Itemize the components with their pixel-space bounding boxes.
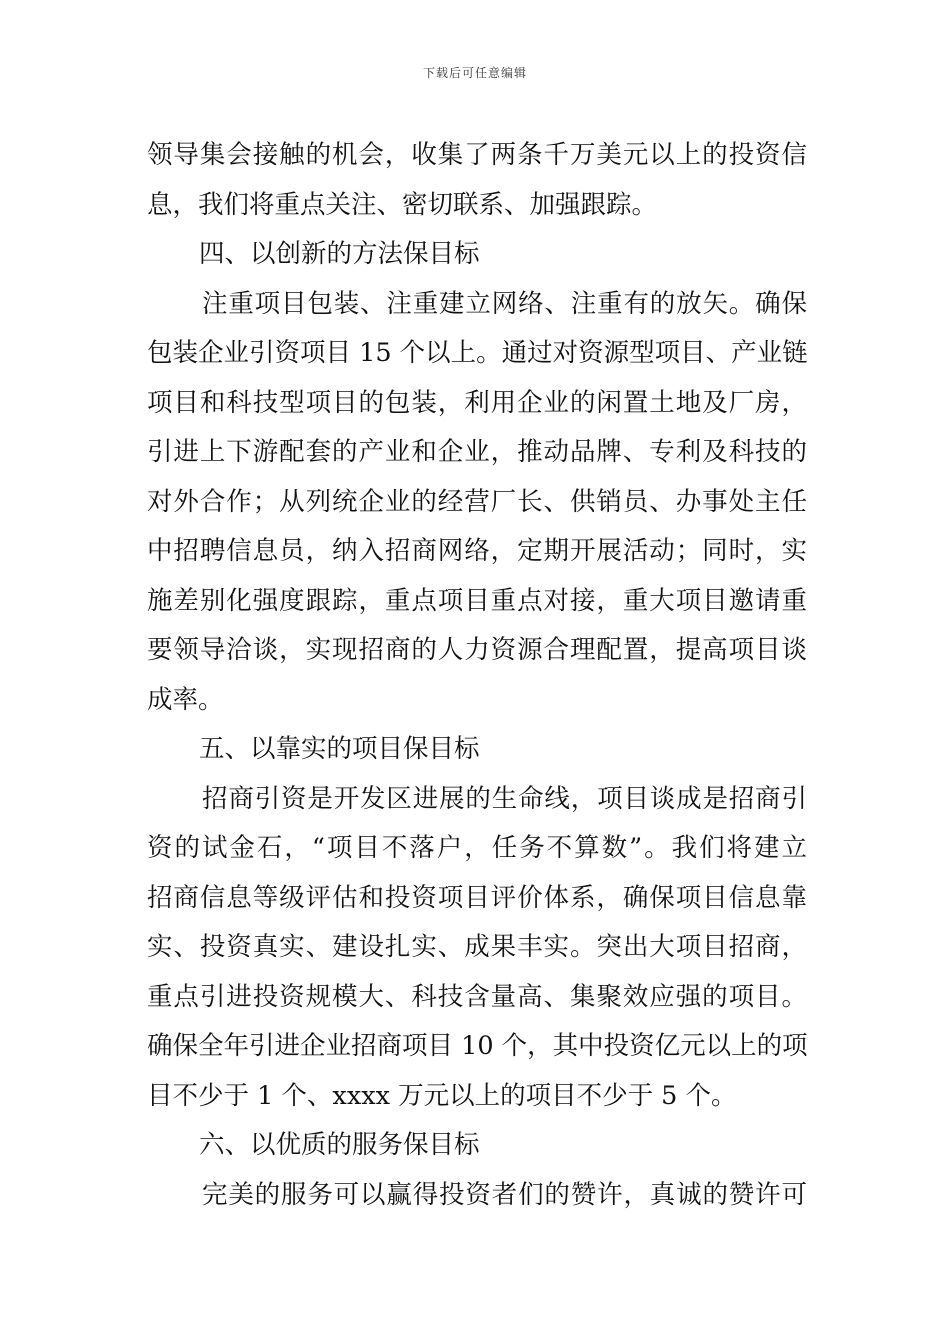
text-line: 要领导洽谈，实现招商的人力资源合理配置，提高项目谈 <box>147 635 807 665</box>
text-line: 确保全年引进企业招商项目 10 个，其中投资亿元以上的项 <box>147 1031 808 1061</box>
text-line: 完美的服务可以赢得投资者们的赞许，真诚的赞许可 <box>202 1179 807 1210</box>
text-line: 资的试金石，“项目不落户，任务不算数”。我们将建立 <box>147 833 807 863</box>
text-line: 项目和科技型项目的包装，利用企业的闲置土地及厂房， <box>147 387 807 418</box>
text-line: 招商信息等级评估和投资项目评价体系，确保项目信息靠 <box>147 882 807 913</box>
text-line: 中招聘信息员，纳入招商网络，定期开展活动；同时，实 <box>147 536 807 566</box>
text-line: 成率。 <box>147 684 224 715</box>
text-line: 招商引资是开发区进展的生命线，项目谈成是招商引 <box>202 783 807 814</box>
text-line: 领导集会接触的机会，收集了两条千万美元以上的投资信 <box>147 140 807 170</box>
text-line: 注重项目包装、注重建立网络、注重有的放矢。确保 <box>202 288 807 319</box>
page-header: 下载后可任意编辑 <box>422 66 527 80</box>
text-line: 对外合作；从列统企业的经营厂长、供销员、办事处主任 <box>147 486 807 517</box>
text-line: 施差别化强度跟踪，重点项目重点对接，重大项目邀请重 <box>147 585 807 616</box>
document-body <box>147 131 807 1220</box>
section-heading: 五、以靠实的项目保目标 <box>199 734 480 764</box>
text-line: 包装企业引资项目 15 个以上。通过对资源型项目、产业链 <box>147 338 808 368</box>
text-line: 引进上下游配套的产业和企业，推动品牌、专利及科技的 <box>147 437 807 467</box>
text-line: 目不少于 1 个、xxxx 万元以上的项目不少于 5 个。 <box>147 1080 737 1111</box>
text-line: 重点引进投资规模大、科技含量高、集聚效应强的项目。 <box>147 981 807 1012</box>
text-line: 息，我们将重点关注、密切联系、加强跟踪。 <box>147 189 658 220</box>
text-line: 实、投资真实、建设扎实、成果丰实。突出大项目招商， <box>147 932 807 962</box>
section-heading: 六、以优质的服务保目标 <box>199 1130 480 1160</box>
section-heading: 四、以创新的方法保目标 <box>199 239 480 269</box>
